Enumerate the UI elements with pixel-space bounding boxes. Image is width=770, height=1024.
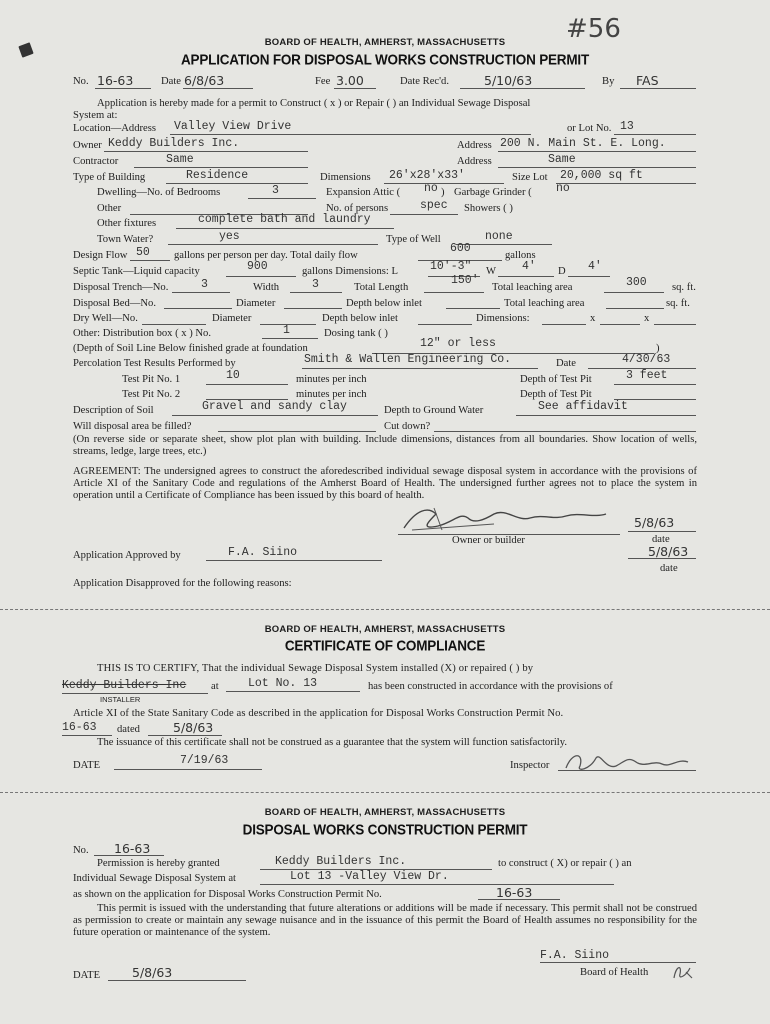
bedrooms-label: Dwelling—No. of Bedrooms bbox=[97, 187, 221, 198]
cert-date-label: DATE bbox=[73, 760, 101, 771]
at-label: at bbox=[211, 681, 219, 692]
board-initials bbox=[670, 962, 696, 982]
trench-no-line bbox=[172, 292, 230, 293]
building-type-line bbox=[166, 183, 308, 184]
sign-date-label: date bbox=[652, 534, 670, 545]
application-no-value[interactable]: 16-63 bbox=[97, 73, 134, 88]
pit2-depth-label: Depth of Test Pit bbox=[520, 389, 592, 400]
disapproved-label: Application Disapproved for the following reasons: bbox=[73, 578, 292, 589]
application-board-header: BOARD OF HEALTH, AMHERST, MASSACHUSETTS bbox=[264, 37, 506, 48]
dosing-label: Dosing tank ( ) bbox=[324, 328, 388, 339]
trench-leach-value[interactable]: 300 bbox=[626, 276, 647, 289]
well-label: Type of Well bbox=[386, 234, 441, 245]
size-lot-label: Size Lot bbox=[512, 172, 548, 183]
approved-by-value[interactable]: F.A. Siino bbox=[228, 546, 298, 559]
at-line bbox=[226, 691, 360, 692]
pit1-depth-line bbox=[614, 384, 696, 385]
approved-date-line bbox=[628, 558, 696, 559]
location-label: Location—Address bbox=[73, 123, 156, 134]
septic-l-value[interactable]: 10'-3" bbox=[430, 260, 472, 273]
pit2-unit: minutes per inch bbox=[296, 389, 367, 400]
approved-by-line bbox=[206, 560, 382, 561]
by-value[interactable]: FAS bbox=[636, 73, 659, 88]
contractor-label: Contractor bbox=[73, 156, 119, 167]
permit-signer-value[interactable]: F.A. Siino bbox=[540, 949, 610, 962]
system-at-line bbox=[260, 884, 614, 885]
permit-board-header: BOARD OF HEALTH, AMHERST, MASSACHUSETTS bbox=[264, 807, 506, 818]
dry-well-label: Dry Well—No. bbox=[73, 313, 138, 324]
contractor-value[interactable]: Same bbox=[166, 153, 194, 166]
cert-date-line bbox=[114, 769, 262, 770]
trench-label: Disposal Trench—No. bbox=[73, 282, 169, 293]
dist-box-no-line bbox=[262, 338, 318, 339]
dry-dims-line-3 bbox=[654, 324, 696, 325]
expansion-close: ) bbox=[441, 187, 445, 198]
septic-capacity-value[interactable]: 900 bbox=[247, 260, 268, 273]
sign-date-line bbox=[628, 531, 696, 532]
dry-depth-label: Depth below inlet bbox=[322, 313, 398, 324]
owner-signature bbox=[398, 500, 612, 538]
dry-dims-line-2 bbox=[600, 324, 640, 325]
expansion-label: Expansion Attic ( bbox=[326, 187, 401, 198]
trench-leach-line bbox=[604, 292, 664, 293]
issuance-text: The issuance of this certificate shall not be construed as a guarantee that the system will function satisfactorily. bbox=[97, 737, 567, 748]
dated-label: dated bbox=[117, 724, 140, 735]
trench-leach-label: Total leaching area bbox=[492, 282, 573, 293]
perc-by-value[interactable]: Smith & Wallen Engineering Co. bbox=[304, 353, 512, 366]
town-water-label: Town Water? bbox=[97, 234, 154, 245]
permit-signer-title: Board of Health bbox=[580, 967, 649, 978]
fee-value[interactable]: 3.00 bbox=[336, 73, 364, 88]
persons-line bbox=[390, 214, 458, 215]
fee-line bbox=[334, 88, 376, 89]
cut-line bbox=[434, 431, 696, 432]
dry-depth-line bbox=[418, 324, 472, 325]
granted-to-value[interactable]: Keddy Builders Inc. bbox=[275, 855, 407, 868]
permit-date-line bbox=[108, 980, 246, 981]
no-label: No. bbox=[73, 76, 89, 87]
septic-w-line bbox=[498, 276, 554, 277]
well-value[interactable]: none bbox=[485, 230, 513, 243]
permit-number-value[interactable]: 16-63 bbox=[114, 841, 151, 856]
date-label: Date bbox=[161, 76, 181, 87]
design-flow-value[interactable]: 50 bbox=[136, 246, 150, 259]
soil-desc-value[interactable]: Gravel and sandy clay bbox=[202, 400, 347, 413]
approved-label: Application Approved by bbox=[73, 550, 181, 561]
soil-line-value[interactable]: 12" or less bbox=[420, 337, 496, 350]
shown-label: as shown on the application for Disposal Works Construction Permit No. bbox=[73, 889, 382, 900]
soil-line-close: ) bbox=[656, 343, 660, 354]
signer-label: Owner or builder bbox=[452, 535, 525, 546]
pit1-depth-label: Depth of Test Pit bbox=[520, 374, 592, 385]
perc-date-value[interactable]: 4/30/63 bbox=[622, 353, 671, 366]
design-flow-mid: gallons per person per day. Total daily flow bbox=[174, 250, 358, 261]
bedrooms-value[interactable]: 3 bbox=[272, 184, 279, 197]
installer-label: INSTALLER bbox=[100, 695, 141, 704]
permit-date-value[interactable]: 5/8/63 bbox=[132, 965, 173, 980]
design-flow-label: Design Flow bbox=[73, 250, 128, 261]
dist-box-no-value[interactable]: 1 bbox=[283, 324, 290, 337]
permit-number-line bbox=[94, 855, 164, 856]
permit-title: DISPOSAL WORKS CONSTRUCTION PERMIT bbox=[242, 821, 528, 838]
cut-label: Cut down? bbox=[384, 421, 431, 432]
approved-date-value[interactable]: 5/8/63 bbox=[648, 544, 689, 559]
shown-no-line bbox=[478, 899, 560, 900]
application-no-line bbox=[95, 88, 151, 89]
ground-water-line bbox=[516, 415, 696, 416]
size-lot-value[interactable]: 20,000 sq ft bbox=[560, 169, 643, 182]
date-recd-value[interactable]: 5/10/63 bbox=[484, 73, 533, 88]
inspector-label: Inspector bbox=[510, 760, 550, 771]
other-label: Other bbox=[97, 203, 122, 214]
dated-line bbox=[148, 735, 222, 736]
town-water-value[interactable]: yes bbox=[219, 230, 240, 243]
permit-body-text: This permit is issued with the understanding that future alterations or additions will be made if necessary. This permit shall not be construed as permission to create or maintain any sewage nuisance and in the issuance of this permit the Board of Health assumes no responsibility for the future operation or maintenance of the system. bbox=[73, 903, 697, 938]
certificate-board-header: BOARD OF HEALTH, AMHERST, MASSACHUSETTS bbox=[264, 624, 506, 635]
cert-date-value[interactable]: 7/19/63 bbox=[180, 754, 229, 767]
bed-depth-label: Depth below inlet bbox=[346, 298, 422, 309]
bed-sqft-label: sq. ft. bbox=[666, 298, 690, 309]
constructed-text: has been constructed in accordance with the provisions of bbox=[368, 681, 613, 692]
section-divider-2 bbox=[0, 792, 770, 793]
trench-length-label: Total Length bbox=[354, 282, 409, 293]
bed-diam-label: Diameter bbox=[236, 298, 276, 309]
building-type-value[interactable]: Residence bbox=[186, 169, 249, 182]
septic-capacity-line bbox=[226, 276, 296, 277]
permit-no-line bbox=[62, 735, 112, 736]
gallons-label: gallons bbox=[505, 250, 536, 261]
dimensions-label: Dimensions bbox=[320, 172, 371, 183]
dry-dims-x-1: x bbox=[590, 313, 596, 324]
pit1-unit: minutes per inch bbox=[296, 374, 367, 385]
intro-line-1: Application is hereby made for a permit to Construct ( x ) or Repair ( ) an Individual Sewage Disposal bbox=[97, 98, 531, 109]
lot-value[interactable]: 13 bbox=[620, 120, 634, 133]
perc-date-label: Date bbox=[556, 358, 576, 369]
ground-water-value[interactable]: See affidavit bbox=[538, 400, 628, 413]
location-value[interactable]: Valley View Drive bbox=[174, 120, 292, 133]
septic-d-value[interactable]: 4' bbox=[588, 260, 602, 273]
trench-width-line bbox=[290, 292, 342, 293]
pit2-label: Test Pit No. 2 bbox=[122, 389, 181, 400]
building-type-label: Type of Building bbox=[73, 172, 146, 183]
certificate-title: CERTIFICATE OF COMPLIANCE bbox=[284, 637, 486, 654]
dry-dims-x-2: x bbox=[644, 313, 650, 324]
trench-width-value[interactable]: 3 bbox=[312, 278, 319, 291]
file-number: #56 bbox=[566, 14, 621, 44]
other-fixtures-line bbox=[176, 228, 394, 229]
contractor-address-value[interactable]: Same bbox=[548, 153, 576, 166]
application-title: APPLICATION FOR DISPOSAL WORKS CONSTRUCTION PERMIT bbox=[180, 51, 589, 68]
owner-address-line bbox=[498, 151, 696, 152]
fee-label: Fee bbox=[315, 76, 331, 87]
permit-no-label: No. bbox=[73, 845, 89, 856]
pit1-value[interactable]: 10 bbox=[226, 369, 240, 382]
septic-w-label: W bbox=[486, 266, 496, 277]
system-at-value[interactable]: Lot 13 -Valley View Dr. bbox=[290, 870, 449, 883]
bed-label: Disposal Bed—No. bbox=[73, 298, 156, 309]
size-lot-line bbox=[556, 183, 696, 184]
at-value[interactable]: Lot No. 13 bbox=[248, 677, 318, 690]
installer-value[interactable]: Keddy Builders Inc bbox=[62, 679, 187, 692]
persons-label: No. of persons bbox=[326, 203, 389, 214]
bed-depth-line bbox=[446, 308, 500, 309]
design-flow-line bbox=[130, 260, 170, 261]
permit-date-label: DATE bbox=[73, 970, 101, 981]
section-divider-1 bbox=[0, 609, 770, 610]
application-date-line bbox=[183, 88, 253, 89]
town-water-line bbox=[168, 244, 378, 245]
garbage-value[interactable]: no bbox=[556, 182, 570, 195]
showers-label: Showers ( ) bbox=[464, 203, 513, 214]
intro-line-2: System at: bbox=[73, 110, 118, 121]
date-recd-line bbox=[460, 88, 585, 89]
owner-line bbox=[104, 151, 308, 152]
perc-label: Percolation Test Results Performed by bbox=[73, 358, 236, 369]
application-date-value[interactable]: 6/8/63 bbox=[184, 73, 225, 88]
pit1-depth-value[interactable]: 3 feet bbox=[626, 369, 668, 382]
soil-line-label: (Depth of Soil Line Below finished grade at foundation bbox=[73, 343, 308, 354]
septic-d-line bbox=[568, 276, 610, 277]
expansion-value[interactable]: no bbox=[424, 182, 438, 195]
bed-leach-line bbox=[606, 308, 664, 309]
ground-water-label: Depth to Ground Water bbox=[384, 405, 484, 416]
approved-date-label: date bbox=[660, 563, 678, 574]
lot-label: or Lot No. bbox=[567, 123, 612, 134]
owner-address-value[interactable]: 200 N. Main St. E. Long. bbox=[500, 137, 666, 150]
shown-no-value[interactable]: 16-63 bbox=[496, 885, 533, 900]
septic-label: Septic Tank—Liquid capacity bbox=[73, 266, 200, 277]
granted-label: Permission is hereby granted bbox=[97, 858, 220, 869]
dry-diam-label: Diameter bbox=[212, 313, 252, 324]
dimensions-value[interactable]: 26'x28'x33' bbox=[389, 169, 465, 182]
trench-length-line bbox=[424, 292, 484, 293]
bed-leach-label: Total leaching area bbox=[504, 298, 585, 309]
contractor-line bbox=[134, 167, 308, 168]
dry-well-line bbox=[142, 324, 206, 325]
owner-value[interactable]: Keddy Builders Inc. bbox=[108, 137, 240, 150]
sign-date-value[interactable]: 5/8/63 bbox=[634, 515, 675, 530]
fill-label: Will disposal area be filled? bbox=[73, 421, 192, 432]
contractor-address-line bbox=[498, 167, 696, 168]
inspector-signature bbox=[560, 748, 700, 776]
by-line bbox=[620, 88, 696, 89]
date-recd-label: Date Rec'd. bbox=[400, 76, 449, 87]
owner-address-label: Address bbox=[457, 140, 492, 151]
pit1-line bbox=[206, 384, 288, 385]
trench-sqft-label: sq. ft. bbox=[672, 282, 696, 293]
lot-line bbox=[614, 134, 696, 135]
system-label: Individual Sewage Disposal System at bbox=[73, 873, 237, 884]
agreement-text: AGREEMENT: The undersigned agrees to construct the aforedescribed individual sewage disposal system in accordance with the provisions of Article XI of the Sanitary Code and regulations of the Amherst Board of Health. The undersigned further agrees not to place the system in operation until a Certificate of Compliance has been issued by this board of health. bbox=[73, 466, 697, 501]
reverse-note: (On reverse side or separate sheet, show plot plan with building. Include dimensions, distances from all boundaries. Show location of wells, streams, ledge, large trees, etc.) bbox=[73, 434, 697, 457]
location-line bbox=[170, 134, 531, 135]
pit1-label: Test Pit No. 1 bbox=[122, 374, 181, 385]
owner-label: Owner bbox=[73, 140, 102, 151]
soil-desc-line bbox=[172, 415, 378, 416]
article-line: Article XI of the State Sanitary Code as described in the application for Disposal Works Construction Permit No. bbox=[73, 708, 564, 719]
inspector-line bbox=[558, 770, 696, 771]
other-fixtures-label: Other fixtures bbox=[97, 218, 157, 229]
bed-no-line bbox=[164, 308, 232, 309]
dist-box-label: Other: Distribution box ( x ) No. bbox=[73, 328, 211, 339]
permit-no-value[interactable]: 16-63 bbox=[62, 721, 97, 734]
bedrooms-line bbox=[248, 198, 316, 199]
fill-line bbox=[218, 431, 376, 432]
trench-width-label: Width bbox=[253, 282, 280, 293]
construct-text: to construct ( X) or repair ( ) an bbox=[498, 858, 632, 869]
bed-diam-line bbox=[284, 308, 342, 309]
septic-d-label: D bbox=[558, 266, 566, 277]
septic-w-value[interactable]: 4' bbox=[522, 260, 536, 273]
dry-dims-label: Dimensions: bbox=[476, 313, 530, 324]
contractor-address-label: Address bbox=[457, 156, 492, 167]
certify-line: THIS IS TO CERTIFY, That the individual Sewage Disposal System installed (X) or repaired ( ) by bbox=[97, 663, 534, 674]
dated-value[interactable]: 5/8/63 bbox=[173, 720, 214, 735]
by-label: By bbox=[602, 76, 615, 87]
septic-dims-label: gallons Dimensions: L bbox=[302, 266, 398, 277]
persons-value[interactable]: spec bbox=[420, 199, 448, 212]
trench-length-value[interactable]: 150' bbox=[451, 274, 479, 287]
trench-no-value[interactable]: 3 bbox=[201, 278, 208, 291]
dimensions-line bbox=[384, 183, 504, 184]
other-fixtures-value[interactable]: complete bath and laundry bbox=[198, 213, 371, 226]
perc-by-line bbox=[302, 368, 538, 369]
dry-dims-line-1 bbox=[542, 324, 586, 325]
garbage-label: Garbage Grinder ( bbox=[454, 187, 532, 198]
soil-desc-label: Description of Soil bbox=[73, 405, 154, 416]
total-daily-flow-value[interactable]: 600 bbox=[450, 242, 471, 255]
